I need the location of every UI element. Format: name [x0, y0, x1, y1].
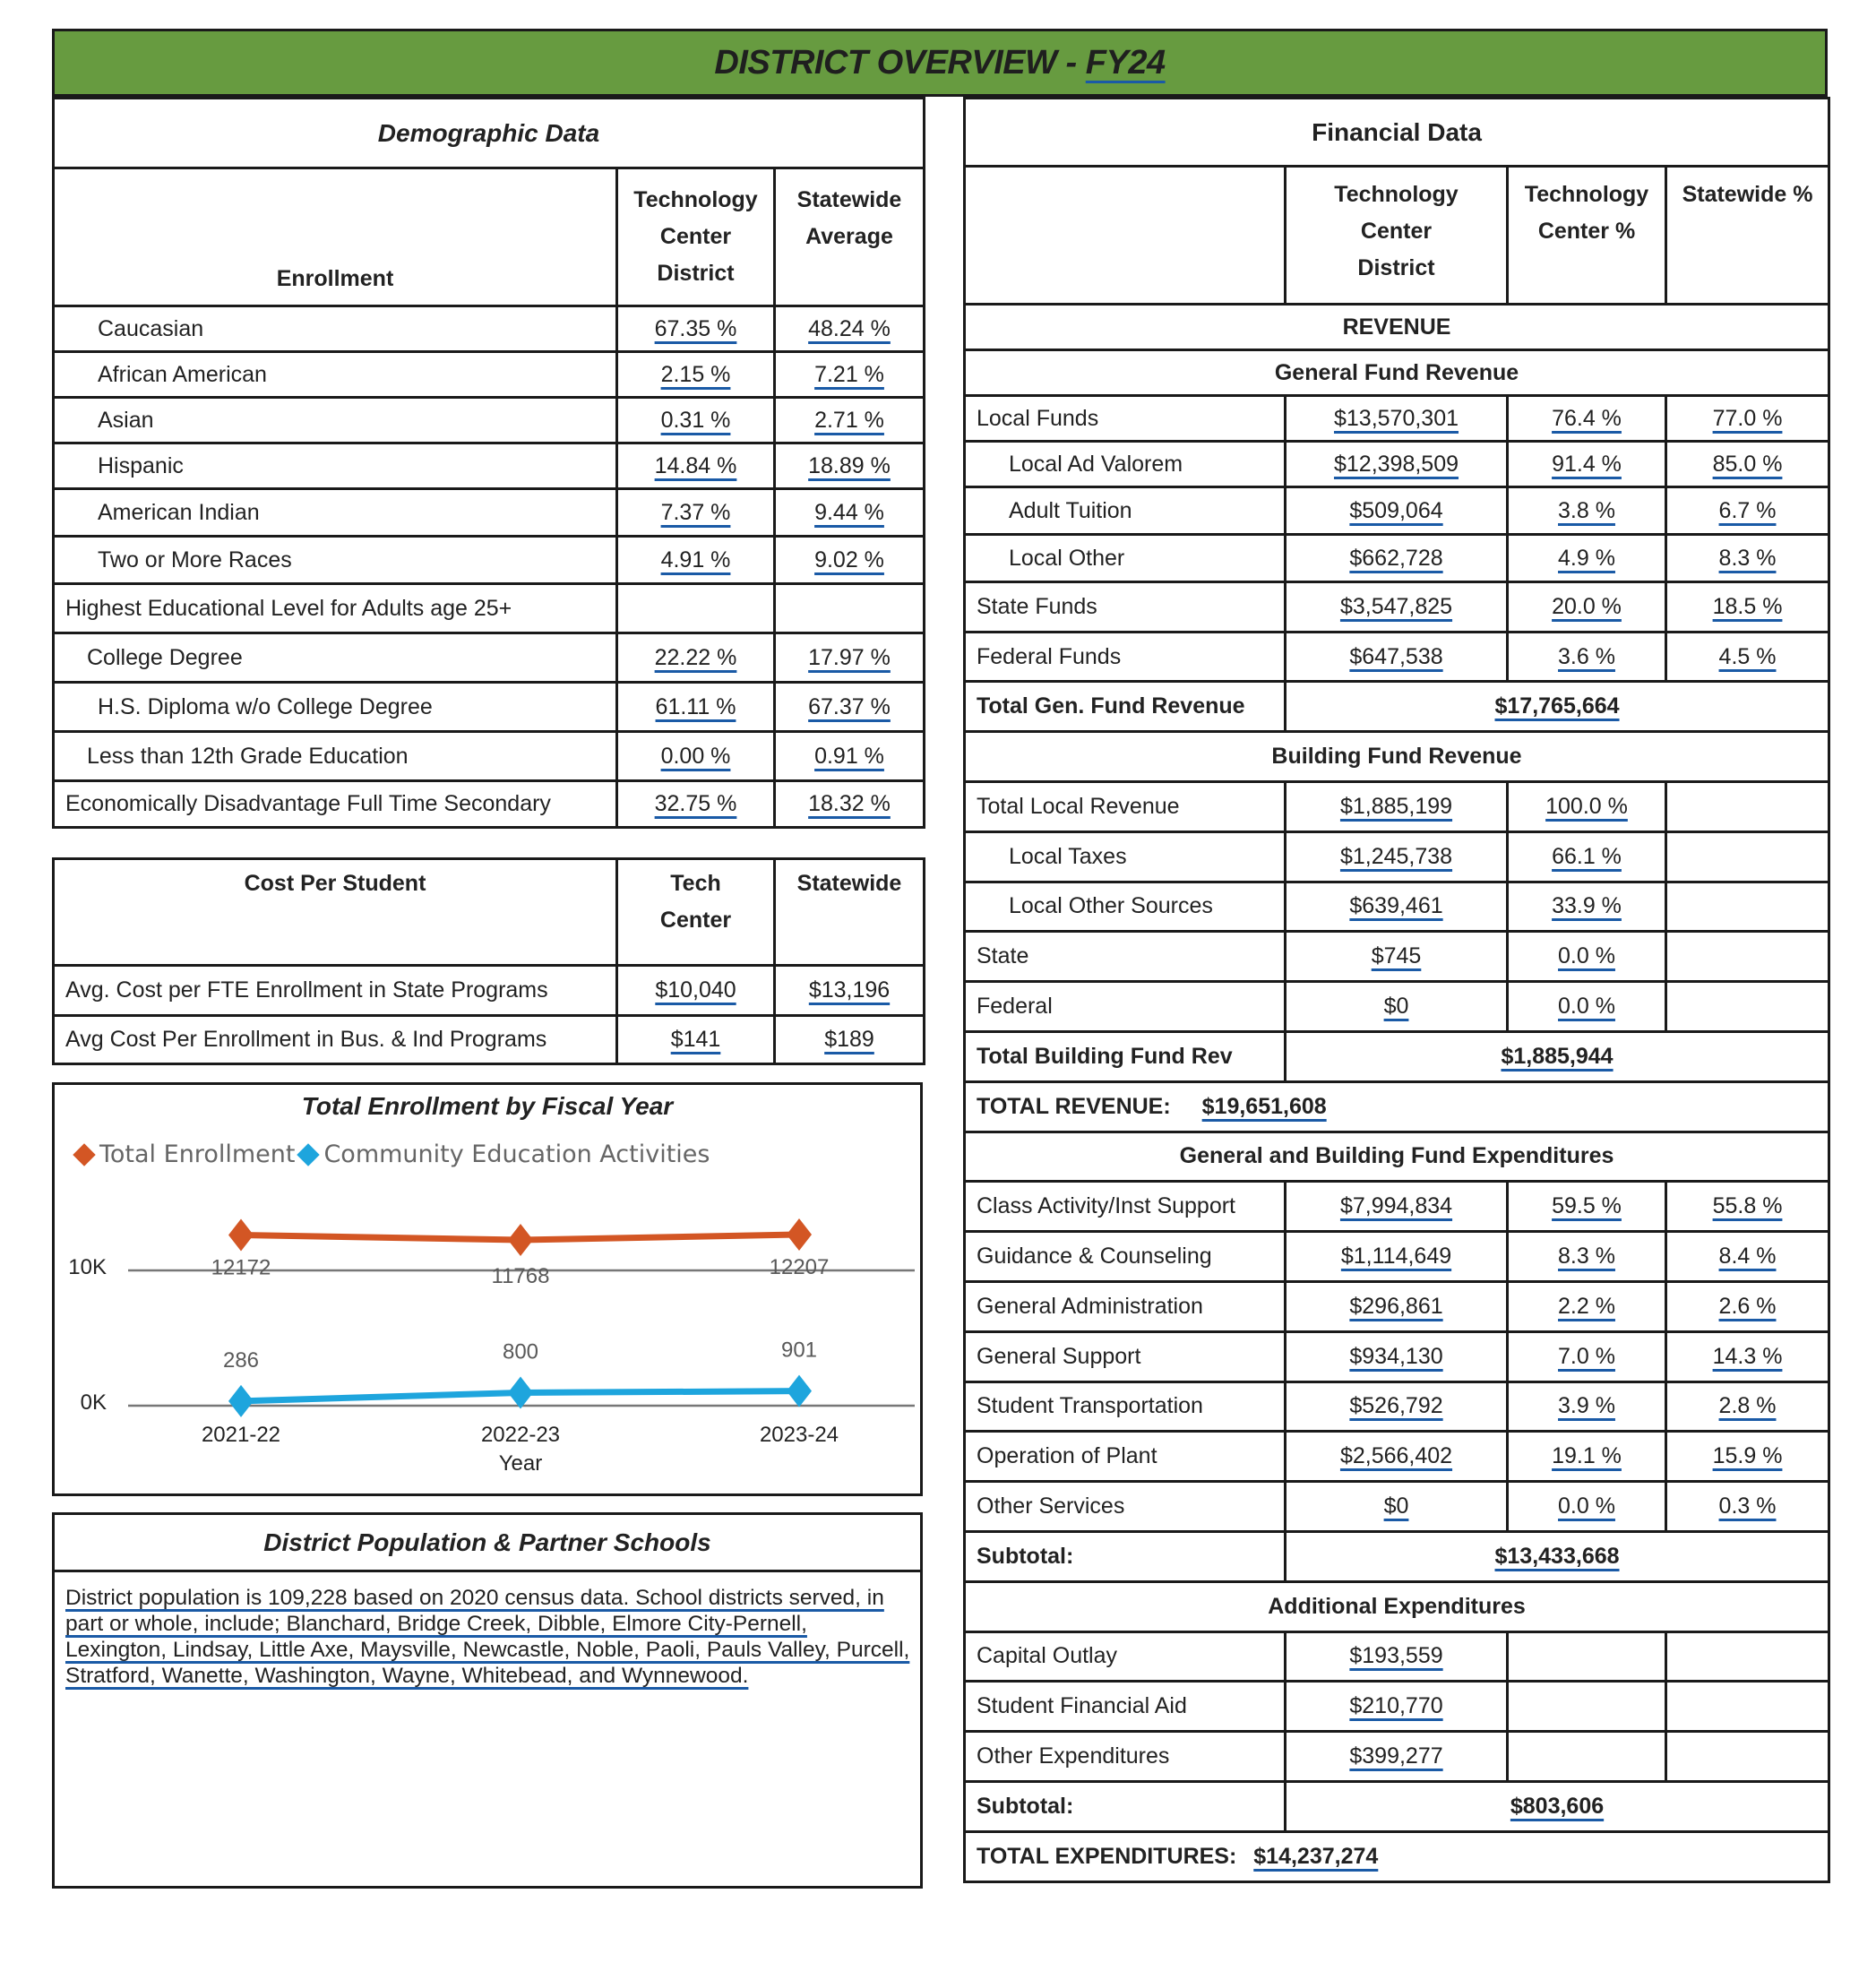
table-row — [54, 732, 925, 781]
empty-header-cell — [965, 167, 1286, 305]
row-label: Asian — [54, 398, 617, 443]
data-label: 11768 — [491, 1264, 550, 1288]
tech-value-link[interactable]: 0.00 % — [660, 743, 731, 769]
state-value-link[interactable]: 2.71 % — [814, 407, 884, 433]
table-row — [965, 396, 1829, 442]
empty-cell — [1666, 932, 1829, 982]
state-pct-link[interactable]: 55.8 % — [1712, 1193, 1783, 1219]
data-label: 901 — [780, 1338, 818, 1363]
state-pct-link[interactable]: 6.7 % — [1718, 497, 1777, 523]
amount-link[interactable]: $0 — [1383, 1493, 1409, 1519]
state-value-link[interactable]: 0.91 % — [814, 743, 884, 769]
row-label: Less than 12th Grade Education — [54, 732, 617, 781]
page-banner — [52, 29, 1828, 97]
amount-link[interactable]: $745 — [1371, 943, 1422, 969]
row-label: Adult Tuition — [965, 487, 1286, 535]
table-row — [54, 633, 925, 683]
population-title: District Population & Partner Schools — [55, 1515, 920, 1572]
tech-pct-link[interactable]: 91.4 % — [1552, 451, 1622, 477]
statewide-pct-header: Statewide % — [1666, 167, 1829, 305]
amount-link[interactable]: $1,114,649 — [1340, 1244, 1452, 1270]
tech-value-link[interactable]: 22.22 % — [654, 644, 737, 670]
table-row — [965, 633, 1829, 682]
table-row — [54, 1016, 925, 1064]
tech-pct-link[interactable]: 3.9 % — [1558, 1393, 1615, 1419]
row-label: H.S. Diploma w/o College Degree — [54, 683, 617, 732]
state-value-link[interactable]: 18.89 % — [808, 452, 891, 478]
state-pct-link[interactable]: 18.5 % — [1712, 594, 1783, 619]
tech-pct-link[interactable]: 4.9 % — [1558, 545, 1615, 571]
tech-value-link[interactable]: $141 — [670, 1027, 721, 1052]
amount-link[interactable]: $1,245,738 — [1339, 843, 1453, 869]
total-expenditures-row — [965, 1831, 1829, 1881]
tech-pct-link[interactable]: 3.8 % — [1558, 497, 1615, 523]
state-value-link[interactable]: 17.97 % — [808, 644, 891, 670]
table-row — [965, 582, 1829, 633]
data-label: 12207 — [769, 1255, 830, 1280]
total-revenue-value-link[interactable]: $19,651,608 — [1201, 1093, 1327, 1119]
subtotal-value-link[interactable]: $13,433,668 — [1494, 1543, 1620, 1569]
header-line: Statewide — [796, 187, 902, 212]
total-building-fund-value-link[interactable]: $1,885,944 — [1501, 1043, 1614, 1069]
amount-link[interactable]: $2,566,402 — [1339, 1443, 1453, 1469]
tech-pct-link[interactable]: 66.1 % — [1552, 843, 1622, 869]
district-population-panel — [52, 1512, 923, 1889]
empty-cell — [1508, 1631, 1666, 1682]
row-label: Federal Funds — [965, 633, 1286, 682]
tech-value-link[interactable]: 67.35 % — [654, 315, 737, 341]
empty-cell — [1666, 1732, 1829, 1782]
row-label: State — [965, 932, 1286, 982]
table-row — [965, 1631, 1829, 1682]
amount-link[interactable]: $12,398,509 — [1333, 451, 1459, 477]
state-value-link[interactable]: $13,196 — [808, 977, 891, 1003]
state-value-link[interactable]: 48.24 % — [808, 315, 891, 341]
data-point-marker — [508, 1377, 533, 1409]
x-tick-label: 2022-23 — [480, 1423, 561, 1447]
row-label: Other Services — [965, 1482, 1286, 1532]
demographic-table — [52, 97, 925, 829]
table-row — [54, 537, 925, 584]
state-pct-link[interactable]: 85.0 % — [1712, 451, 1783, 477]
empty-cell — [1508, 1682, 1666, 1732]
state-value-link[interactable]: 7.21 % — [814, 361, 884, 387]
tech-pct-link[interactable]: 0.0 % — [1558, 943, 1615, 969]
amount-link[interactable]: $509,064 — [1349, 497, 1443, 523]
tech-center-district-header — [1286, 167, 1508, 305]
header-line: Technology — [1334, 182, 1459, 207]
row-label: Capital Outlay — [965, 1631, 1286, 1682]
row-label: Local Ad Valorem — [965, 442, 1286, 487]
table-row — [54, 306, 925, 352]
row-label: State Funds — [965, 582, 1286, 633]
header-line: Center — [659, 224, 732, 249]
tech-pct-link[interactable]: 33.9 % — [1552, 893, 1622, 919]
tech-value-link[interactable]: 7.37 % — [660, 499, 731, 525]
total-row — [965, 682, 1829, 732]
row-label: Local Funds — [965, 396, 1286, 442]
amount-link[interactable]: $639,461 — [1349, 893, 1443, 919]
row-label: Avg. Cost per FTE Enrollment in State Programs — [54, 966, 617, 1016]
table-row — [965, 932, 1829, 982]
table-row — [54, 966, 925, 1016]
data-point-marker — [508, 1224, 533, 1256]
table-row — [965, 1482, 1829, 1532]
population-description — [55, 1572, 920, 1689]
cost-per-student-header: Cost Per Student — [54, 859, 617, 966]
education-header: Highest Educational Level for Adults age 25+ — [54, 584, 617, 633]
amount-link[interactable]: $13,570,301 — [1333, 405, 1459, 431]
row-label: Guidance & Counseling — [965, 1232, 1286, 1282]
enrollment-chart-panel — [52, 1082, 923, 1496]
tech-value-link[interactable]: 32.75 % — [654, 791, 737, 816]
line-chart — [55, 1085, 920, 1493]
row-label: Other Expenditures — [965, 1732, 1286, 1782]
state-value-link[interactable]: 18.32 % — [808, 791, 891, 816]
amount-link[interactable]: $399,277 — [1349, 1743, 1443, 1769]
state-pct-link[interactable]: 2.8 % — [1718, 1393, 1777, 1419]
y-tick-label: 10K — [68, 1255, 107, 1279]
tech-center-header — [617, 859, 775, 966]
tech-pct-link[interactable]: 20.0 % — [1552, 594, 1622, 619]
tech-pct-link[interactable]: 7.0 % — [1558, 1343, 1615, 1369]
statewide-average-header — [775, 168, 925, 306]
demographic-title: Demographic Data — [54, 99, 925, 168]
row-label: Hispanic — [54, 443, 617, 489]
amount-link[interactable]: $0 — [1383, 994, 1409, 1020]
state-value-link[interactable]: 9.02 % — [814, 547, 884, 572]
tech-pct-link[interactable]: 0.0 % — [1558, 1493, 1615, 1519]
empty-cell — [1666, 982, 1829, 1032]
tech-value-link[interactable]: 4.91 % — [660, 547, 731, 572]
tech-value-link[interactable]: 14.84 % — [654, 452, 737, 478]
header-line: Tech — [670, 871, 721, 896]
tech-center-pct-header — [1508, 167, 1666, 305]
row-label: Economically Disadvantage Full Time Secondary — [54, 781, 617, 828]
tech-pct-link[interactable]: 76.4 % — [1552, 405, 1622, 431]
row-label: Student Financial Aid — [965, 1682, 1286, 1732]
chart-title: Total Enrollment by Fiscal Year — [301, 1092, 674, 1120]
table-row — [54, 352, 925, 398]
row-label: Avg Cost Per Enrollment in Bus. & Ind Programs — [54, 1016, 617, 1064]
x-tick-label: 2021-22 — [201, 1423, 281, 1447]
table-row — [965, 1432, 1829, 1482]
total-expenditures-value-link[interactable]: $14,237,274 — [1253, 1843, 1379, 1869]
table-row — [54, 683, 925, 732]
legend-item-total-enrollment: Total Enrollment — [99, 1140, 296, 1168]
table-row — [965, 1381, 1829, 1432]
data-point-marker — [228, 1385, 254, 1417]
legend-item-community-education: Community Education Activities — [323, 1140, 710, 1168]
amount-link[interactable]: $934,130 — [1349, 1343, 1443, 1369]
header-line: Center % — [1537, 219, 1636, 244]
title-prefix: DISTRICT OVERVIEW - — [714, 43, 1086, 82]
amount-link[interactable]: $3,547,825 — [1339, 594, 1453, 619]
table-row — [965, 1682, 1829, 1732]
row-label: Local Other Sources — [965, 882, 1286, 932]
y-tick-label: 0K — [80, 1390, 107, 1415]
cost-per-student-panel — [52, 857, 923, 1065]
row-label: Federal — [965, 982, 1286, 1032]
x-tick-label: 2023-24 — [759, 1423, 839, 1447]
row-label: General Administration — [965, 1281, 1286, 1331]
tech-pct-link[interactable]: 2.2 % — [1558, 1293, 1615, 1319]
additional-expenditures-header: Additional Expenditures — [965, 1581, 1829, 1631]
cost-table — [52, 857, 925, 1065]
empty-cell — [1666, 882, 1829, 932]
header-line: District — [1357, 255, 1435, 280]
tech-pct-link[interactable]: 8.3 % — [1558, 1244, 1615, 1270]
state-value-link[interactable]: 67.37 % — [808, 693, 891, 719]
row-label: Caucasian — [54, 306, 617, 352]
header-line: Center — [659, 908, 732, 933]
education-header-row — [54, 584, 925, 633]
table-row — [965, 442, 1829, 487]
amount-link[interactable]: $1,885,199 — [1339, 793, 1453, 819]
amount-link[interactable]: $210,770 — [1349, 1693, 1443, 1719]
table-row — [965, 535, 1829, 582]
table-row — [965, 1232, 1829, 1282]
row-label: Local Taxes — [965, 831, 1286, 882]
tech-center-district-header — [617, 168, 775, 306]
tech-value-link[interactable]: $10,040 — [655, 977, 736, 1003]
total-gen-fund-value-link[interactable]: $17,765,664 — [1494, 693, 1620, 719]
header-line: Technology — [1524, 182, 1649, 207]
table-row — [965, 1281, 1829, 1331]
table-row — [965, 782, 1829, 832]
data-label: 800 — [502, 1339, 539, 1364]
empty-cell — [1508, 1732, 1666, 1782]
data-point-marker — [787, 1218, 812, 1251]
row-label: Local Other — [965, 535, 1286, 582]
data-point-marker — [787, 1375, 812, 1407]
amount-link[interactable]: $662,728 — [1349, 545, 1443, 571]
table-row — [965, 487, 1829, 535]
fiscal-year-link[interactable]: FY24 — [1085, 43, 1166, 82]
table-row — [965, 1182, 1829, 1232]
total-expenditures-label: TOTAL EXPENDITURES: — [977, 1843, 1237, 1869]
building-fund-header: Building Fund Revenue — [965, 732, 1829, 782]
subtotal-label: Subtotal: — [965, 1531, 1286, 1581]
total-revenue-row — [965, 1081, 1829, 1132]
financial-table — [963, 97, 1830, 1883]
total-building-fund-label: Total Building Fund Rev — [965, 1031, 1286, 1081]
data-label: 12172 — [211, 1255, 271, 1280]
financial-title: Financial Data — [965, 99, 1829, 167]
header-line: Center — [1360, 219, 1433, 244]
row-label: African American — [54, 352, 617, 398]
page-title — [714, 44, 1165, 82]
statewide-header: Statewide — [775, 859, 925, 966]
header-line: District — [657, 261, 735, 286]
empty-cell — [1666, 1631, 1829, 1682]
financial-data-panel — [963, 97, 1828, 1883]
empty-cell — [1666, 782, 1829, 832]
tech-pct-link[interactable]: 19.1 % — [1552, 1443, 1622, 1469]
amount-link[interactable]: $7,994,834 — [1339, 1193, 1453, 1219]
demographic-data-panel — [52, 97, 923, 829]
state-pct-link[interactable]: 77.0 % — [1712, 405, 1783, 431]
subtotal-label: Subtotal: — [965, 1781, 1286, 1831]
state-pct-link[interactable]: 0.3 % — [1718, 1493, 1777, 1519]
subtotal-row — [965, 1781, 1829, 1831]
table-row — [54, 398, 925, 443]
table-row — [965, 882, 1829, 932]
state-pct-link[interactable]: 15.9 % — [1712, 1443, 1783, 1469]
amount-link[interactable]: $526,792 — [1349, 1393, 1443, 1419]
enrollment-header: Enrollment — [54, 168, 617, 306]
amount-link[interactable]: $193,559 — [1349, 1643, 1443, 1669]
tech-value-link[interactable]: 61.11 % — [655, 693, 736, 719]
state-value-link[interactable]: 9.44 % — [814, 499, 884, 525]
state-pct-link[interactable]: 8.4 % — [1718, 1244, 1777, 1270]
row-label: Two or More Races — [54, 537, 617, 584]
total-revenue-label: TOTAL REVENUE: — [977, 1093, 1171, 1119]
empty-cell — [1666, 1682, 1829, 1732]
table-row — [54, 489, 925, 537]
tech-pct-link[interactable]: 0.0 % — [1558, 994, 1615, 1020]
row-label: College Degree — [54, 633, 617, 683]
state-value-link[interactable]: $189 — [824, 1027, 874, 1052]
subtotal-row — [965, 1531, 1829, 1581]
row-label: Class Activity/Inst Support — [965, 1182, 1286, 1232]
row-label: Student Transportation — [965, 1381, 1286, 1432]
amount-link[interactable]: $296,861 — [1349, 1293, 1443, 1319]
total-row — [965, 1031, 1829, 1081]
row-label: Total Local Revenue — [965, 782, 1286, 832]
tech-value-link[interactable]: 2.15 % — [660, 361, 731, 387]
general-fund-header: General Fund Revenue — [965, 350, 1829, 396]
state-pct-link[interactable]: 8.3 % — [1718, 545, 1777, 571]
table-row — [54, 781, 925, 828]
table-row — [965, 982, 1829, 1032]
state-pct-link[interactable]: 2.6 % — [1718, 1293, 1777, 1319]
row-label: Operation of Plant — [965, 1432, 1286, 1482]
subtotal-value-link[interactable]: $803,606 — [1510, 1793, 1605, 1819]
tech-pct-link[interactable]: 3.6 % — [1558, 643, 1615, 669]
revenue-section-header: REVENUE — [965, 305, 1829, 350]
row-label: General Support — [965, 1331, 1286, 1381]
data-label: 286 — [222, 1347, 260, 1373]
tech-pct-link[interactable]: 59.5 % — [1552, 1193, 1622, 1219]
table-row — [965, 831, 1829, 882]
state-pct-link[interactable]: 4.5 % — [1718, 643, 1777, 669]
table-row — [965, 1331, 1829, 1381]
row-label: American Indian — [54, 489, 617, 537]
population-text-link[interactable]: District population is 109,228 based on 2020 census data. School districts served, in part or whole, include; Blanchard, Bridge Creek, Dibble, Elmore City-Pernell, Lexington, Lindsay, Little Axe, Maysville, Newcastle, Noble, Paoli, Pauls Valley, Purcell, Stratford, Wanette, Washington, Wayne, Whitebead, and Wynnewood. — [65, 1586, 910, 1688]
table-row — [54, 443, 925, 489]
header-line: Average — [805, 224, 893, 249]
state-pct-link[interactable]: 14.3 % — [1712, 1343, 1783, 1369]
tech-pct-link[interactable]: 100.0 % — [1545, 793, 1628, 819]
x-axis-label: Year — [498, 1451, 543, 1476]
tech-value-link[interactable]: 0.31 % — [660, 407, 731, 433]
data-point-marker — [228, 1218, 254, 1251]
table-row — [965, 1732, 1829, 1782]
empty-cell — [1666, 831, 1829, 882]
header-line: Technology — [633, 187, 758, 212]
expenditures-header: General and Building Fund Expenditures — [965, 1132, 1829, 1182]
total-gen-fund-label: Total Gen. Fund Revenue — [965, 682, 1286, 732]
amount-link[interactable]: $647,538 — [1349, 643, 1443, 669]
